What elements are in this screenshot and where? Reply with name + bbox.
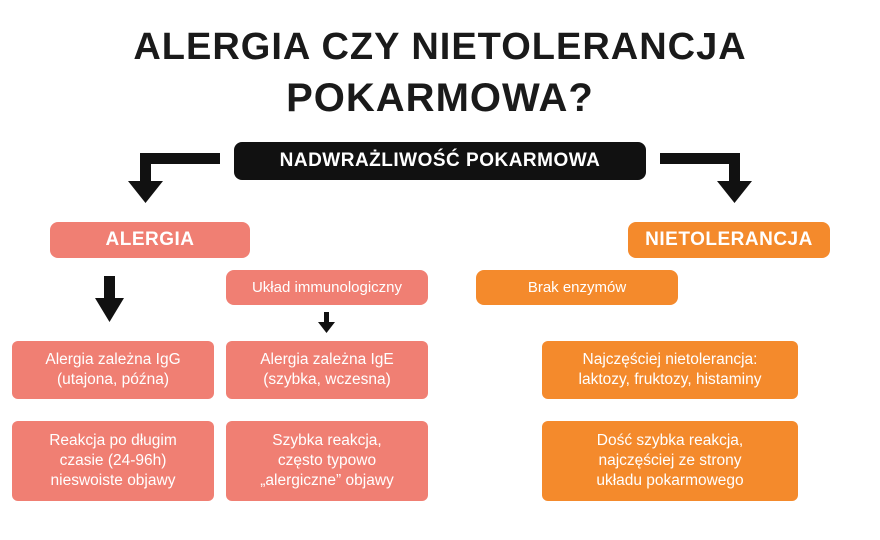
ige-description-box: Szybka reakcja, często typowo „alergiczne” objawy [226,421,428,501]
arrow-to-igg [95,276,124,322]
arrow-to-intolerance [660,153,752,203]
title-line-1: ALERGIA CZY NIETOLERANCJA [133,26,747,68]
allergy-header: ALERGIA [50,222,250,258]
arrow-to-allergy [128,153,220,203]
allergy-mechanism: Układ immunologiczny [226,270,428,305]
intolerance-types-box: Najczęściej nietolerancja: laktozy, fruktozy, histaminy [542,341,798,399]
igg-description-box: Reakcja po długim czasie (24-96h) nieswoiste objawy [12,421,214,501]
intolerance-header: NIETOLERANCJA [628,222,830,258]
arrow-to-ige [318,312,335,333]
root-node: NADWRAŻLIWOŚĆ POKARMOWA [234,142,646,180]
intolerance-mechanism: Brak enzymów [476,270,678,305]
ige-allergy-box: Alergia zależna IgE (szybka, wczesna) [226,341,428,399]
intolerance-description-box: Dość szybka reakcja, najczęściej ze strony układu pokarmowego [542,421,798,501]
igg-allergy-box: Alergia zależna IgG (utajona, późna) [12,341,214,399]
title-line-2: POKARMOWA? [286,76,594,120]
